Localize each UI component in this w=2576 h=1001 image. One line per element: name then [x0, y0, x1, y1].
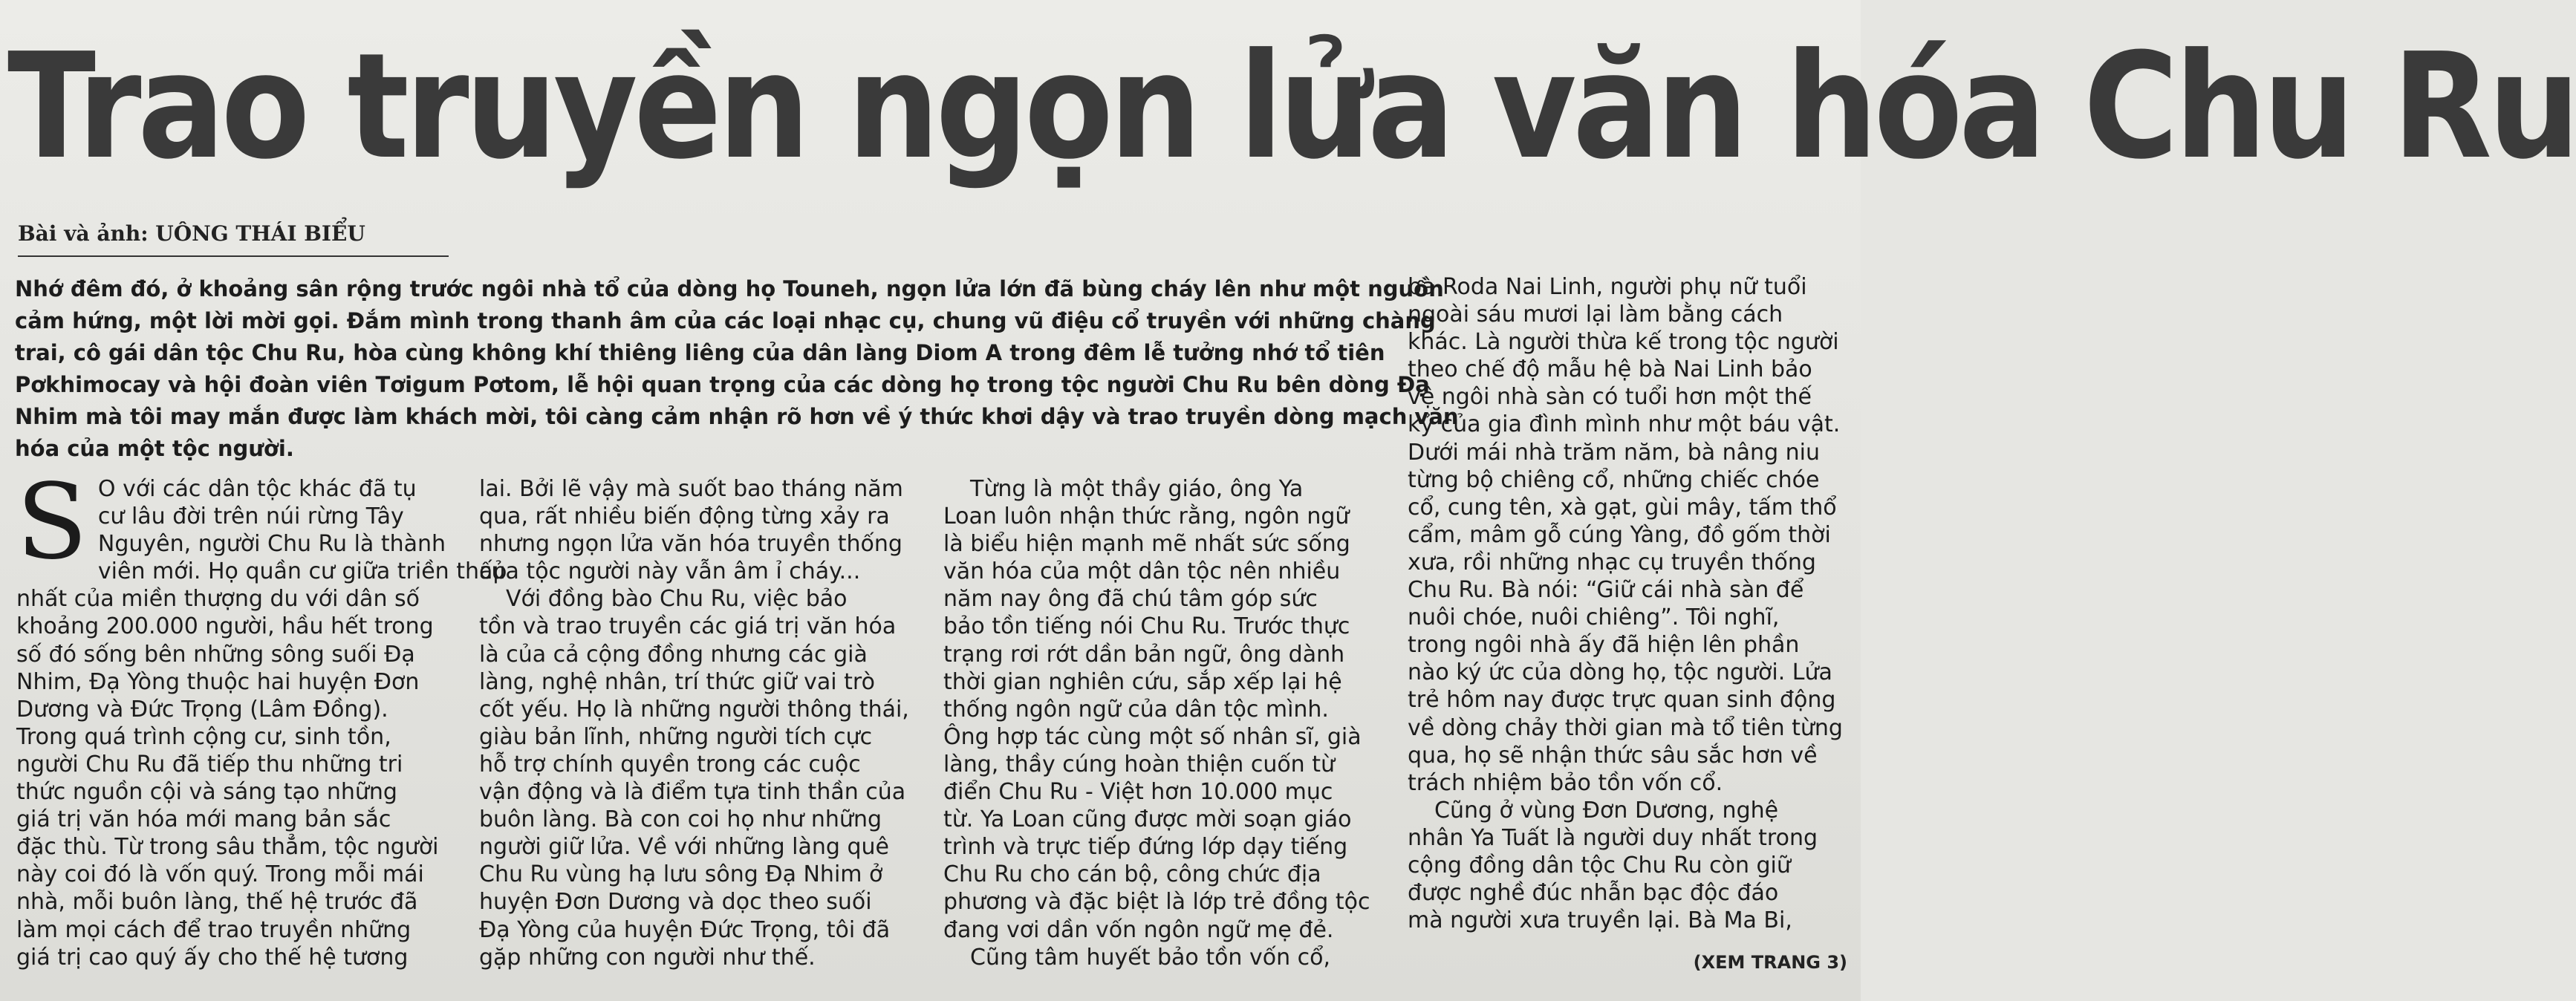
body-line: làng, nghệ nhân, trí thức giữ vai trò: [479, 668, 875, 695]
body-line: trạng rơi rớt dần bản ngữ, ông dành: [943, 641, 1345, 668]
body-line: văn hóa của một dân tộc nên nhiều: [943, 558, 1341, 585]
body-line: Loan luôn nhận thức rằng, ngôn ngữ: [943, 503, 1350, 530]
body-line: Chu Ru cho cán bộ, công chức địa: [943, 861, 1321, 888]
article-column-2: [479, 475, 917, 971]
body-line: Với đồng bào Chu Ru, việc bảo: [506, 586, 848, 613]
body-line: này coi đó là vốn quý. Trong mỗi mái: [16, 861, 424, 888]
body-line: cộng đồng dân tộc Chu Ru còn giữ: [1408, 852, 1791, 878]
body-line: lai. Bởi lẽ vậy mà suốt bao tháng năm: [479, 476, 903, 502]
body-line: bảo tồn tiếng nói Chu Ru. Trước thực: [943, 613, 1350, 640]
body-line: theo chế độ mẫu hệ bà Nai Linh bảo: [1408, 356, 1812, 383]
body-line: vận động và là điểm tựa tinh thần của: [479, 779, 906, 806]
body-line: Đạ Yòng của huyện Đức Trọng, tôi đã: [479, 916, 891, 943]
body-line: nhất của miền thượng du với dân số: [16, 586, 420, 613]
body-line: cẩm, mâm gỗ cúng Yàng, đồ gốm thời: [1408, 521, 1831, 548]
body-line: qua, rất nhiều biến động từng xảy ra: [479, 503, 890, 530]
body-line: Trong quá trình cộng cư, sinh tồn,: [16, 723, 391, 750]
body-line: nuôi chóe, nuôi chiêng”. Tôi nghĩ,: [1408, 604, 1780, 631]
article-column-4: [1408, 273, 1850, 934]
body-line: làng, thầy cúng hoàn thiện cuốn từ: [943, 751, 1336, 777]
body-line: kỷ của gia đình mình như một báu vật.: [1408, 411, 1841, 438]
lead-paragraph: [15, 273, 1459, 465]
body-line: Chu Ru. Bà nói: “Giữ cái nhà sàn để: [1408, 577, 1804, 604]
body-line: phương và đặc biệt là lớp trẻ đồng tộc: [943, 889, 1370, 916]
drop-cap: S: [16, 462, 88, 583]
body-line: là biểu hiện mạnh mẽ nhất sức sống: [943, 531, 1350, 558]
body-line: trẻ hôm nay được trực quan sinh động: [1408, 687, 1836, 714]
continued-notice: (XEM TRANG 3): [1693, 952, 1847, 973]
body-line: xưa, rồi những nhạc cụ truyền thống: [1408, 549, 1816, 576]
body-line: khoảng 200.000 người, hầu hết trong: [16, 613, 434, 640]
body-line: cổ, cung tên, xà gạt, gùi mây, tấm thổ: [1408, 494, 1837, 521]
body-line: giàu bản lĩnh, những người tích cực: [479, 723, 873, 750]
lead-line: hóa của một tộc người.: [15, 436, 294, 461]
body-line: cốt yếu. Họ là những người thông thái,: [479, 696, 909, 723]
body-line: từng bộ chiêng cổ, những chiếc chóe: [1408, 466, 1820, 493]
body-line: từ. Ya Loan cũng được mời soạn giáo: [943, 806, 1352, 833]
body-line: mà người xưa truyền lại. Bà Ma Bi,: [1408, 907, 1792, 934]
body-line: của tộc người này vẫn âm ỉ cháy...: [479, 558, 861, 585]
body-line: trách nhiệm bảo tồn vốn cổ.: [1408, 769, 1723, 796]
byline-rule: [18, 255, 449, 257]
article-column-3: [943, 475, 1382, 971]
body-line: nhà, mỗi buôn làng, thế hệ trước đã: [16, 889, 418, 916]
lead-line: Pơkhimocay và hội đoàn viên Tơigum Pơtom, lễ hội quan trọng của các dòng họ trong tộc người Chu Ru bên dòng Đạ: [15, 372, 1430, 397]
body-line: khác. Là người thừa kế trong tộc người: [1408, 329, 1839, 356]
body-line: năm nay ông đã chú tâm góp sức: [943, 586, 1318, 613]
body-line: nào ký ức của dòng họ, tộc người. Lửa: [1408, 659, 1832, 686]
body-line: cư lâu đời trên núi rừng Tây: [97, 503, 404, 530]
body-line: giá trị văn hóa mới mang bản sắc: [16, 806, 391, 833]
body-line: Ông hợp tác cùng một số nhân sĩ, già: [943, 723, 1362, 750]
body-line: trình và trực tiếp đứng lớp dạy tiếng: [943, 834, 1348, 861]
lead-line: trai, cô gái dân tộc Chu Ru, hòa cùng không khí thiêng liêng của dân làng Diom A trong đêm lễ tưởng nhớ tổ tiên: [15, 340, 1385, 365]
body-line: buôn làng. Bà con coi họ như những: [479, 806, 882, 833]
body-line: Nguyên, người Chu Ru là thành: [97, 531, 446, 558]
body-line: về dòng chảy thời gian mà tổ tiên từng: [1408, 714, 1843, 741]
body-line: gặp những con người như thế.: [479, 944, 816, 971]
body-line: thống ngôn ngữ của dân tộc mình.: [943, 696, 1329, 723]
body-line: Từng là một thầy giáo, ông Ya: [970, 476, 1304, 502]
body-line: nhân Ya Tuất là người duy nhất trong: [1408, 824, 1818, 851]
body-line: Dương và Đức Trọng (Lâm Đồng).: [16, 696, 388, 723]
lead-line: cảm hứng, một lời mời gọi. Đắm mình trong thanh âm của các loại nhạc cụ, chung vũ điệu cổ truyền với những chàng: [15, 308, 1436, 333]
body-line: nhưng ngọn lửa văn hóa truyền thống: [479, 531, 902, 558]
body-line: tồn và trao truyền các giá trị văn hóa: [479, 613, 897, 640]
article-column-1: [16, 462, 507, 971]
body-line: số đó sống bên những sông suối Đạ: [16, 641, 415, 668]
body-line: đang vơi dần vốn ngôn ngữ mẹ đẻ.: [943, 916, 1334, 943]
body-line: được nghề đúc nhẫn bạc độc đáo: [1408, 880, 1779, 907]
body-line: Cũng ở vùng Đơn Dương, nghệ: [1434, 797, 1779, 824]
body-line: vệ ngôi nhà sàn có tuổi hơn một thế: [1408, 384, 1812, 411]
body-line: thức nguồn cội và sáng tạo những: [16, 779, 397, 806]
body-line: đặc thù. Từ trong sâu thẳm, tộc người: [16, 834, 439, 861]
body-line: hỗ trợ chính quyền trong các cuộc: [479, 751, 861, 777]
body-line: trong ngôi nhà ấy đã hiện lên phần: [1408, 632, 1800, 659]
body-line: viên mới. Họ quần cư giữa triền thấp: [97, 558, 507, 585]
lead-line: Nhớ đêm đó, ở khoảng sân rộng trước ngôi nhà tổ của dòng họ Touneh, ngọn lửa lớn đã bùng cháy lên như một nguồn: [15, 276, 1444, 301]
body-line: điển Chu Ru - Việt hơn 10.000 mục: [943, 779, 1333, 806]
body-line: Chu Ru vùng hạ lưu sông Đạ Nhim ở: [479, 861, 883, 888]
body-line: Nhim, Đạ Yòng thuộc hai huyện Đơn: [16, 668, 420, 695]
body-line: bà Roda Nai Linh, người phụ nữ tuổi: [1408, 274, 1807, 300]
lead-line: Nhim mà tôi may mắn được làm khách mời, tôi càng cảm nhận rõ hơn về ý thức khơi dậy và trao truyền dòng mạch văn: [15, 404, 1459, 429]
body-line: làm mọi cách để trao truyền những: [16, 916, 412, 943]
body-line: qua, họ sẽ nhận thức sâu sắc hơn về: [1408, 742, 1818, 769]
body-line: Cũng tâm huyết bảo tồn vốn cổ,: [970, 944, 1331, 971]
byline: Bài và ảnh: UÔNG THÁI BIỂU: [18, 221, 365, 246]
body-line: thời gian nghiên cứu, sắp xếp lại hệ: [943, 668, 1342, 695]
body-line: ngoài sáu mươi lại làm bằng cách: [1408, 301, 1783, 328]
body-line: O với các dân tộc khác đã tụ: [97, 476, 417, 502]
body-line: người giữ lửa. Về với những làng quê: [479, 834, 889, 861]
body-line: giá trị cao quý ấy cho thế hệ tương: [16, 944, 409, 971]
body-line: Dưới mái nhà trăm năm, bà nâng niu: [1408, 439, 1821, 466]
body-line: người Chu Ru đã tiếp thu những tri: [16, 751, 403, 777]
body-line: huyện Đơn Dương và dọc theo suối: [479, 889, 872, 916]
body-line: là của cả cộng đồng nhưng các già: [479, 641, 868, 668]
headline: Trao truyền ngọn lửa văn hóa Chu Ru: [7, 22, 2576, 192]
